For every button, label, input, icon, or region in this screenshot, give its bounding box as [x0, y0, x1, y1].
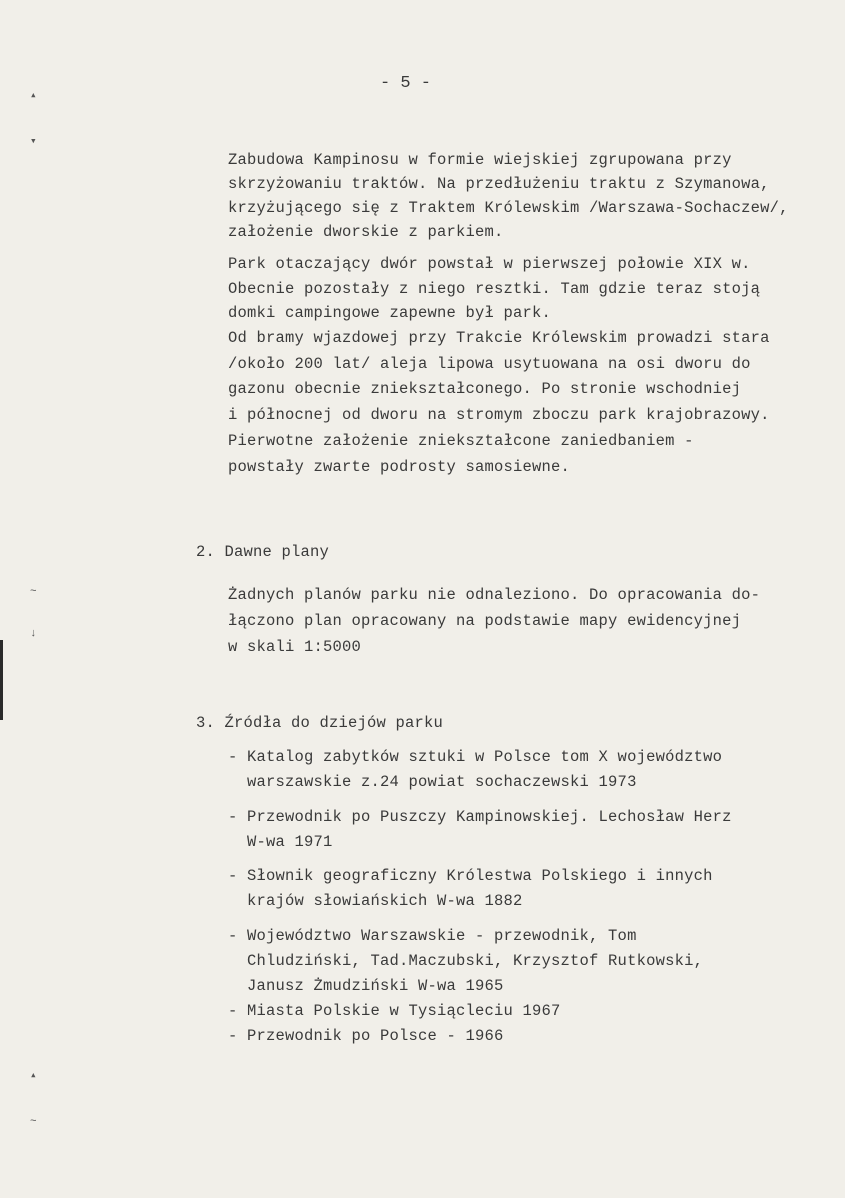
text-line: /około 200 lat/ aleja lipowa usytuowana na osi dworu do	[228, 355, 751, 373]
list-item: krajów słowiańskich W-wa 1882	[228, 892, 523, 910]
text-line: gazonu obecnie zniekształconego. Po stronie wschodniej	[228, 380, 742, 398]
text-line: skrzyżowaniu traktów. Na przedłużeniu traktu z Szymanowa,	[228, 175, 770, 193]
text-line: powstały zwarte podrosty samosiewne.	[228, 458, 571, 476]
text-line: krzyżującego się z Traktem Królewskim /Warszawa-Sochaczew/,	[228, 199, 789, 217]
list-item: - Przewodnik po Puszczy Kampinowskiej. Lechosław Herz	[228, 808, 732, 826]
text-line: łączono plan opracowany na podstawie mapy ewidencyjnej	[228, 612, 742, 630]
text-line: w skali 1:5000	[228, 638, 362, 656]
list-item: Janusz Żmudziński W-wa 1965	[228, 977, 504, 995]
list-item: - Słownik geograficzny Królestwa Polskiego i innych	[228, 867, 713, 885]
text-line: Pierwotne założenie zniekształcone zaniedbaniem -	[228, 432, 694, 450]
text-line: Park otaczający dwór powstał w pierwszej połowie XIX w.	[228, 255, 751, 273]
text-line: i północnej od dworu na stromym zboczu park krajobrazowy.	[228, 406, 770, 424]
list-item: - Przewodnik po Polsce - 1966	[228, 1027, 504, 1045]
list-item: - Katalog zabytków sztuki w Polsce tom X województwo	[228, 748, 723, 766]
binding-hole-mark: ~	[30, 586, 37, 598]
list-item: - Województwo Warszawskie - przewodnik, Tom	[228, 927, 637, 945]
list-item: Chludziński, Tad.Maczubski, Krzysztof Rutkowski,	[228, 952, 704, 970]
binding-hole-mark: ▾	[30, 136, 37, 148]
section-heading: 3. Źródła do dziejów parku	[196, 714, 444, 732]
list-item: - Miasta Polskie w Tysiącleciu 1967	[228, 1002, 561, 1020]
binding-hole-mark: ↓	[30, 628, 37, 640]
list-item: W-wa 1971	[228, 833, 333, 851]
list-item: warszawskie z.24 powiat sochaczewski 1973	[228, 773, 637, 791]
text-line: domki campingowe zapewne był park.	[228, 304, 552, 322]
binding-hole-mark: ▴	[30, 90, 37, 102]
text-line: Żadnych planów parku nie odnaleziono. Do opracowania do-	[228, 586, 761, 604]
binding-hole-mark: ▴	[30, 1070, 37, 1082]
page-edge-shadow	[0, 640, 3, 720]
section-heading: 2. Dawne plany	[196, 543, 330, 561]
text-line: Od bramy wjazdowej przy Trakcie Królewskim prowadzi stara	[228, 329, 770, 347]
text-line: Obecnie pozostały z niego resztki. Tam gdzie teraz stoją	[228, 280, 761, 298]
text-line: założenie dworskie z parkiem.	[228, 223, 504, 241]
binding-hole-mark: ~	[30, 1116, 37, 1128]
text-line: Zabudowa Kampinosu w formie wiejskiej zgrupowana przy	[228, 151, 732, 169]
page-number: - 5 -	[380, 74, 432, 93]
